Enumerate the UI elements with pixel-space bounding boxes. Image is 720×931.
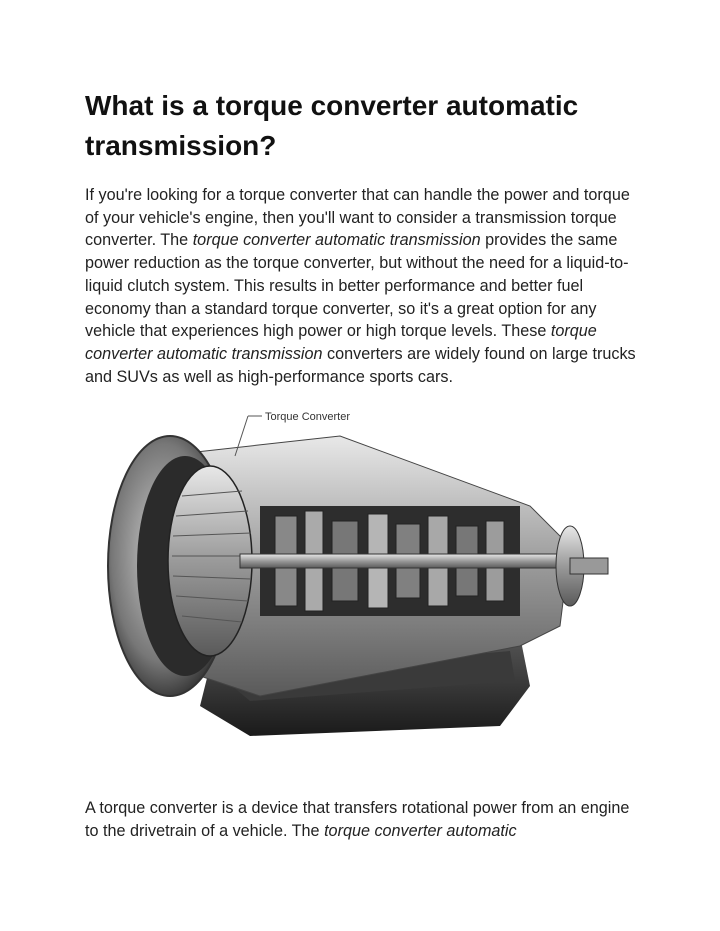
- torque-converter: [168, 466, 252, 656]
- second-emphasis-1: torque converter automatic: [324, 821, 517, 840]
- main-shaft: [240, 554, 570, 568]
- second-paragraph: [85, 797, 645, 842]
- output-shaft: [570, 558, 608, 574]
- intro-emphasis-2: torque converter automatic transmission: [85, 322, 597, 363]
- callout-label: Torque Converter: [265, 411, 350, 423]
- page-title: What is a torque converter automatic transmission?: [85, 90, 579, 161]
- intro-text-1: If you're looking for a torque converter that can handle the power and torque of your vehicle's engine, then you'll want to consider a transmission torque converter. The: [85, 186, 630, 250]
- transmission-illustration: [100, 396, 620, 748]
- second-text-1: A torque converter is a device that transfers rotational power from an engine to the drivetrain of a vehicle. The: [85, 799, 630, 840]
- intro-text-3: converters are widely found on large trucks and SUVs as well as high-performance sports cars.: [85, 344, 636, 386]
- intro-emphasis-1: torque converter automatic transmission: [192, 231, 481, 250]
- intro-text-2: provides the same power reduction as the torque converter, but without the need for a liquid-to-liquid clutch system. This results in better performance and better fuel economy than a standard torque converter, so it's a great option for any vehicle that experiences high power or high torque levels. These: [85, 231, 629, 341]
- transmission-cutaway-image: [100, 396, 620, 748]
- intro-paragraph: [85, 184, 645, 388]
